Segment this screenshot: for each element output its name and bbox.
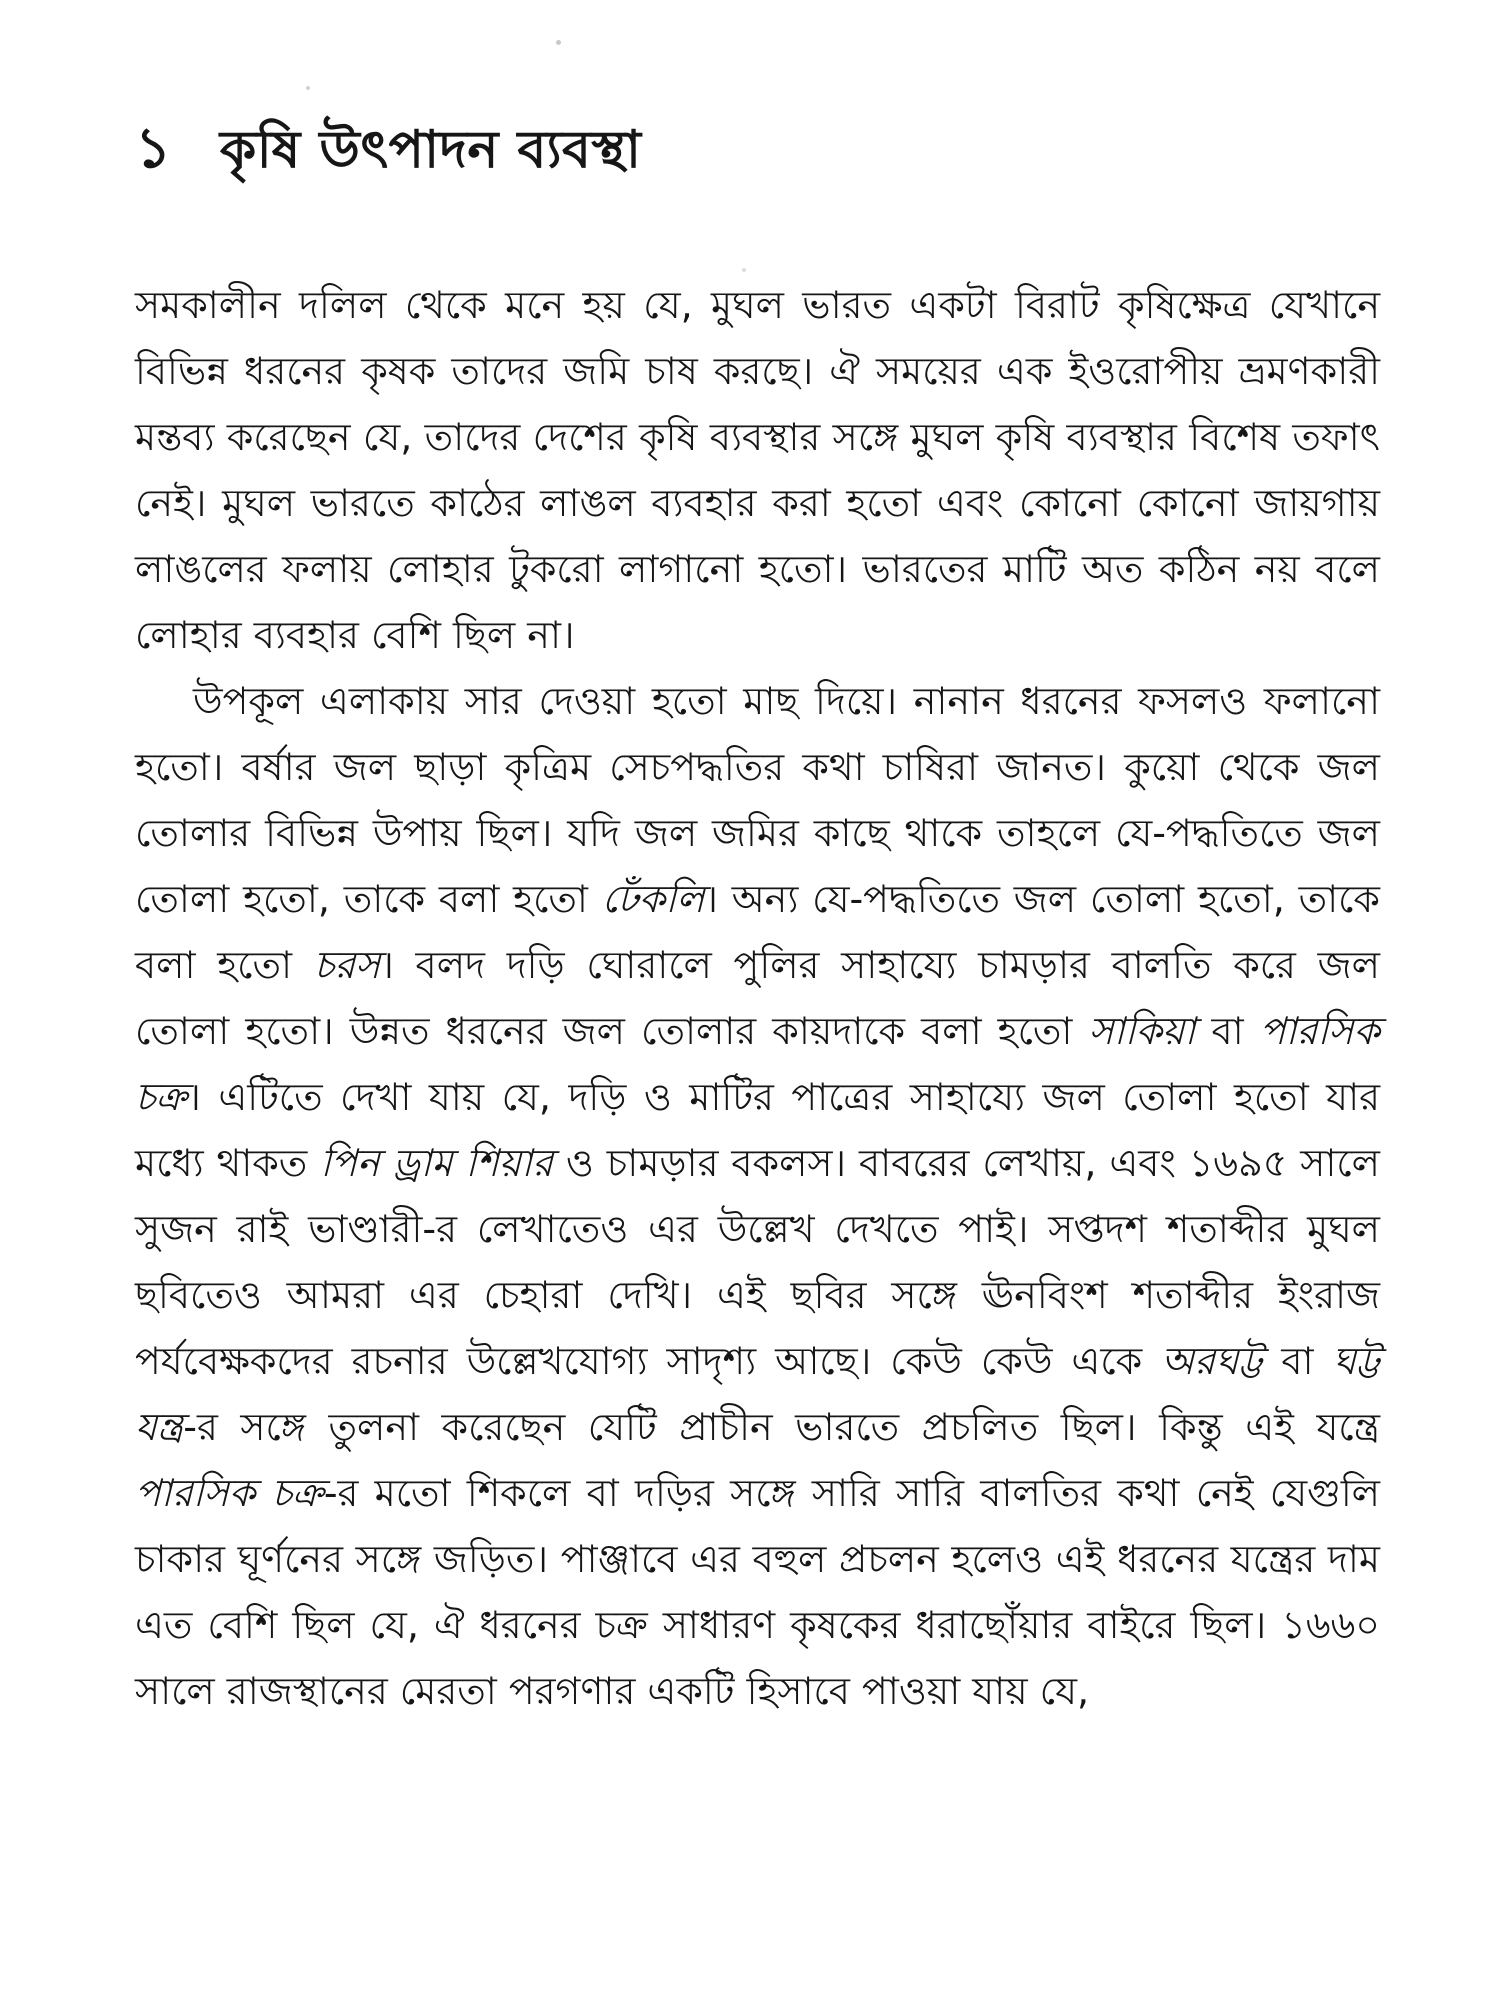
italic-term: ঢেঁকলি (601, 877, 705, 922)
italic-term: পারসিক চক্র (135, 1009, 1380, 1120)
text-run: সমকালীন দলিল থেকে মনে হয় যে, মুঘল ভারত একটা বিরাট কৃষিক্ষেত্র যেখানে বিভিন্ন ধরনের কৃষক তাদের জমি চাষ করছে। ঐ সময়ের এক ইওরোপীয় ভ্রমণকারী মন্তব্য করেছেন যে, তাদের দেশের কৃষি ব্যবস্থার সঙ্গে মুঘল কৃষি ব্যবস্থার বিশেষ তফাৎ নেই। মুঘল ভারতে কাঠের লাঙল ব্যবহার করা হতো এবং কোনো কোনো জায়গায় লাঙলের ফলায় লোহার টুকরো লাগানো হতো। ভারতের মাটি অত কঠিন নয় বলে লোহার ব্যবহার বেশি ছিল না। (135, 283, 1380, 658)
text-run: । অন্য যে-পদ্ধতিতে জল তোলা হতো, তাকে বলা হতো (135, 877, 1380, 988)
italic-term: পিন ড্রাম শিয়ার (320, 1141, 554, 1186)
italic-term: ঘট্ট যন্ত্র (135, 1339, 1380, 1450)
paragraph (135, 272, 1380, 668)
text-run: । বলদ দড়ি ঘোরালে পুলির সাহায্যে চামড়ার বালতি করে জল তোলা হতো। উন্নত ধরনের জল তোলার কায়দাকে বলা হতো (135, 943, 1380, 1054)
italic-term: পারসিক চক্র (135, 1471, 324, 1516)
text-run: বা (1262, 1339, 1333, 1384)
page-content (135, 115, 1380, 1724)
text-run: । এটিতে দেখা যায় যে, দড়ি ও মাটির পাত্রের সাহায্যে জল তোলা হতো যার মধ্যে থাকত (135, 1075, 1380, 1186)
text-run: বা (1195, 1009, 1260, 1054)
paragraph (135, 668, 1380, 1724)
italic-term: সাকিয়া (1088, 1009, 1196, 1054)
scan-speck (556, 40, 561, 45)
chapter-number: ১ (135, 116, 172, 181)
text-run: -র সঙ্গে তুলনা করেছেন যেটি প্রাচীন ভারতে প্রচলিত ছিল। কিন্তু এই যন্ত্রে (183, 1405, 1380, 1450)
text-run: উপকূল এলাকায় সার দেওয়া হতো মাছ দিয়ে। নানান ধরনের ফসলও ফলানো হতো। বর্ষার জল ছাড়া কৃত্রিম সেচপদ্ধতির কথা চাষিরা জানত। কুয়ো থেকে জল তোলার বিভিন্ন উপায় ছিল। যদি জল জমির কাছে থাকে তাহলে যে-পদ্ধতিতে জল তোলা হতো, তাকে বলা হতো (135, 679, 1380, 922)
chapter-heading (135, 115, 1380, 182)
italic-term: চরস (313, 943, 381, 988)
article-body (135, 272, 1380, 1724)
text-run: ও চামড়ার বকলস। বাবরের লেখায়, এবং ১৬৯৫ সালে সুজন রাই ভাণ্ডারী-র লেখাতেও এর উল্লেখ দেখতে পাই। সপ্তদশ শতাব্দীর মুঘল ছবিতেও আমরা এর চেহারা দেখি। এই ছবির সঙ্গে ঊনবিংশ শতাব্দীর ইংরাজ পর্যবেক্ষকদের রচনার উল্লেখযোগ্য সাদৃশ্য আছে। কেউ কেউ একে (135, 1141, 1380, 1384)
italic-term: অরঘট্ট (1161, 1339, 1263, 1384)
text-run: -র মতো শিকলে বা দড়ির সঙ্গে সারি সারি বালতির কথা নেই যেগুলি চাকার ঘূর্ণনের সঙ্গে জড়িত। পাঞ্জাবে এর বহুল প্রচলন হলেও এই ধরনের যন্ত্রের দাম এত বেশি ছিল যে, ঐ ধরনের চক্র সাধারণ কৃষকের ধরাছোঁয়ার বাইরে ছিল। ১৬৬০ সালে রাজস্থানের মেরতা পরগণার একটি হিসাবে পাওয়া যায় যে, (135, 1471, 1380, 1714)
chapter-title: কৃষি উৎপাদন ব্যবস্থা (219, 120, 642, 180)
scan-speck (306, 86, 310, 90)
